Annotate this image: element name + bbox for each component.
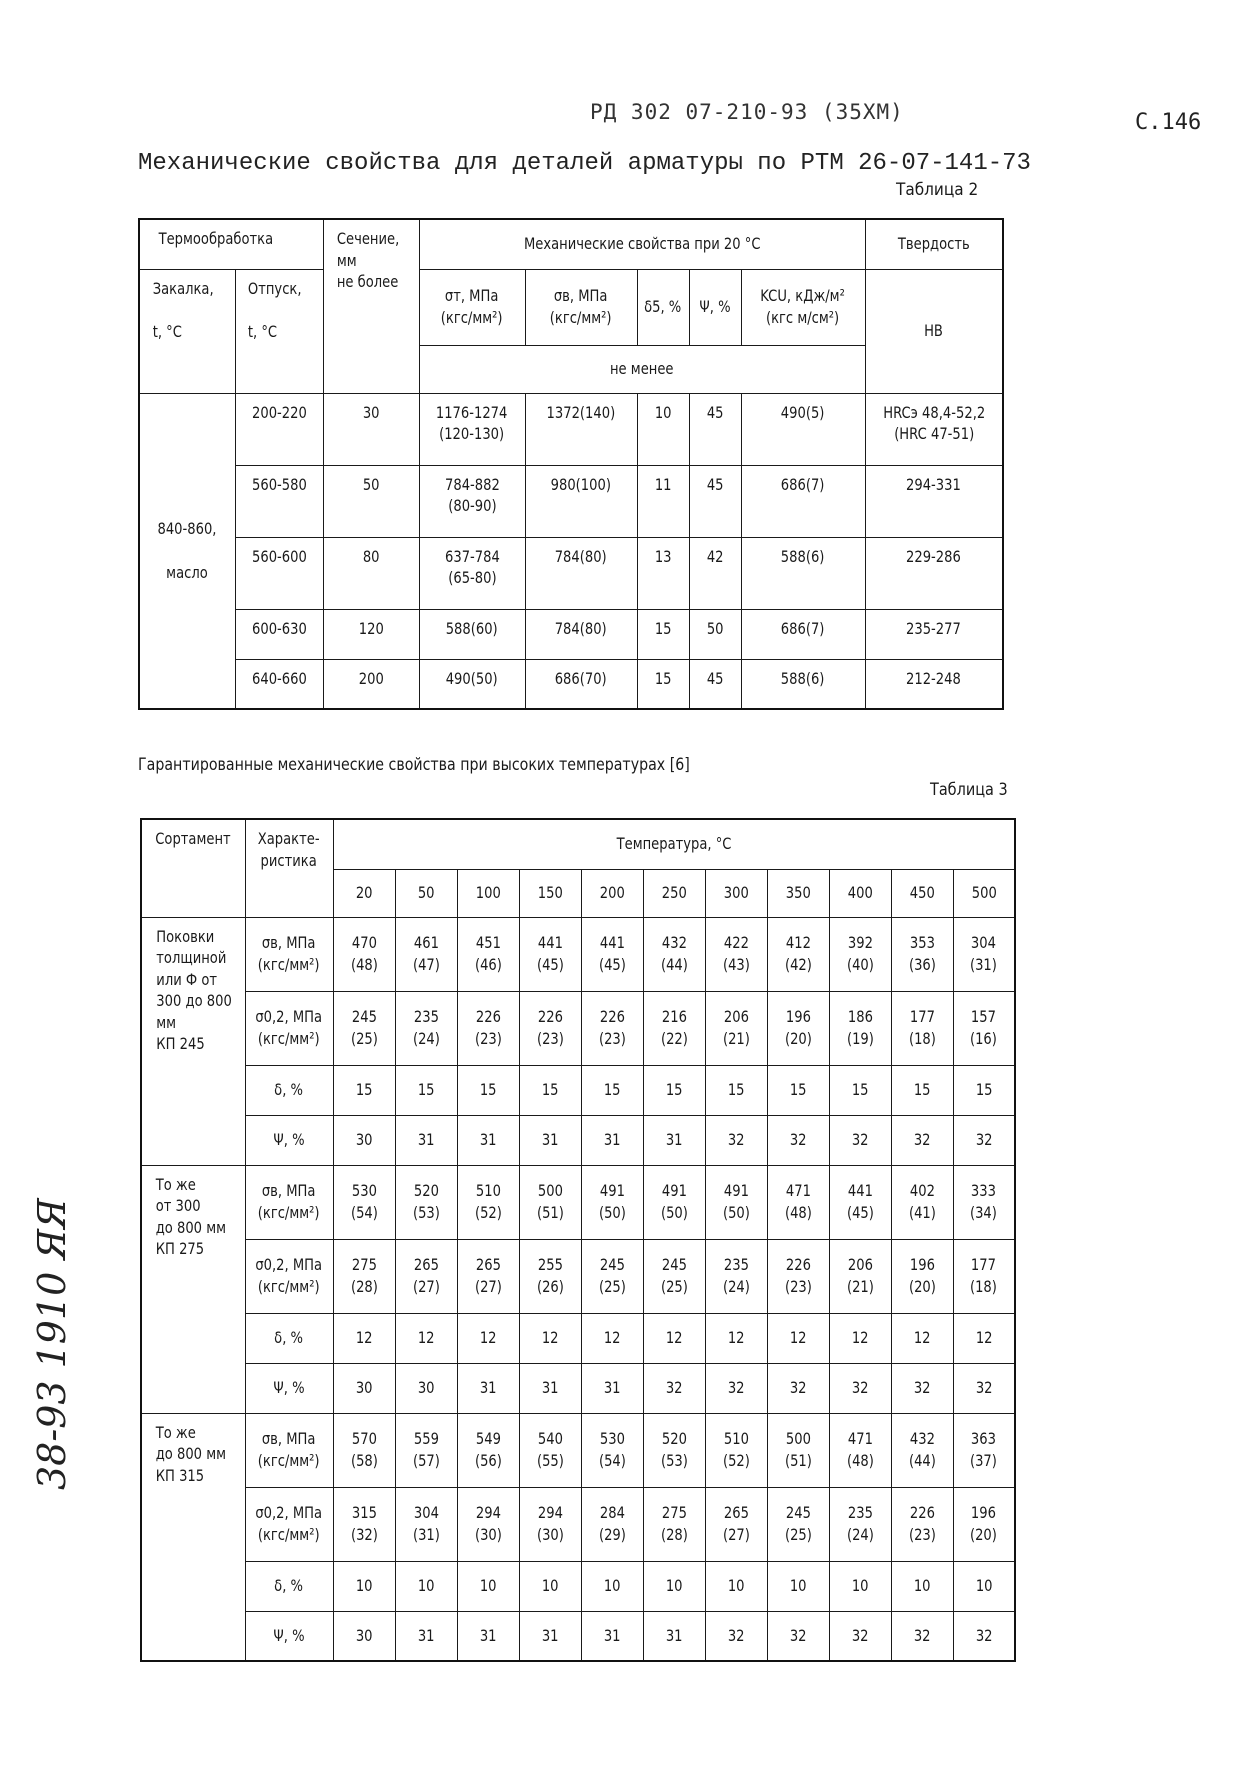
table3: [140, 818, 1016, 1662]
table3-value-cell: 304 (31): [395, 1487, 457, 1561]
table3-value-cell: 549 (56): [457, 1413, 519, 1487]
table3-value-cell: 31: [581, 1611, 643, 1661]
table2-cell-temper: 640-660: [235, 659, 323, 709]
table3-value-cell: 157 (16): [953, 991, 1015, 1065]
document-code: РД 302 07-210-93 (35ХМ): [590, 100, 904, 124]
table3-value-cell: 315 (32): [333, 1487, 395, 1561]
table3-value-cell: 245 (25): [581, 1239, 643, 1313]
table3-value-cell: 32: [705, 1115, 767, 1165]
table3-value-cell: 31: [643, 1611, 705, 1661]
table3-value-cell: 216 (22): [643, 991, 705, 1065]
table3-value-cell: 10: [519, 1561, 581, 1611]
table2-cell-temper: 560-580: [235, 465, 323, 537]
table3-value-cell: 441 (45): [581, 917, 643, 991]
table-row: [141, 917, 1015, 991]
table3-characteristic: Ψ, %: [245, 1115, 333, 1165]
table3-value-cell: 10: [829, 1561, 891, 1611]
table2-header-sig-v: σв, МПа (кгс/мм²): [525, 269, 637, 345]
table3-temp-150: 150: [519, 869, 581, 917]
table2-header-kcu: KCU, кДж/м² (кгс м/см²): [741, 269, 865, 345]
table3-value-cell: 520 (53): [395, 1165, 457, 1239]
table2-cell-psi: 45: [689, 659, 741, 709]
table3-characteristic: σв, МПа (кгс/мм²): [245, 1413, 333, 1487]
table3-value-cell: 15: [829, 1065, 891, 1115]
table3-temp-350: 350: [767, 869, 829, 917]
table3-value-cell: 15: [643, 1065, 705, 1115]
table3-value-cell: 12: [829, 1313, 891, 1363]
table2-cell-section: 50: [323, 465, 419, 537]
table3-sortament: То же от 300 до 800 мм КП 275: [141, 1165, 245, 1413]
table2-cell-kcu: 686(7): [741, 465, 865, 537]
table3-value-cell: 10: [953, 1561, 1015, 1611]
table3-value-cell: 530 (54): [333, 1165, 395, 1239]
table3-value-cell: 32: [953, 1363, 1015, 1413]
table3-value-cell: 32: [705, 1363, 767, 1413]
table2-header-delta: δ5, %: [637, 269, 689, 345]
table3-value-cell: 422 (43): [705, 917, 767, 991]
table3-value-cell: 177 (18): [953, 1239, 1015, 1313]
table3-value-cell: 31: [519, 1115, 581, 1165]
table3-sortament: Поковки толщиной или Ф от 300 до 800 мм КП 245: [141, 917, 245, 1165]
table3-value-cell: 32: [891, 1363, 953, 1413]
table2-cell-delta: 15: [637, 659, 689, 709]
page-number: С.146: [1135, 110, 1202, 135]
table3-value-cell: 206 (21): [705, 991, 767, 1065]
table2-cell-sig-t: 637-784 (65-80): [419, 537, 525, 609]
table3-value-cell: 294 (30): [519, 1487, 581, 1561]
table2-cell-psi: 45: [689, 465, 741, 537]
table3-value-cell: 275 (28): [643, 1487, 705, 1561]
table3-value-cell: 333 (34): [953, 1165, 1015, 1239]
table3-temp-200: 200: [581, 869, 643, 917]
table3-value-cell: 265 (27): [395, 1239, 457, 1313]
table3-value-cell: 30: [395, 1363, 457, 1413]
table3-value-cell: 570 (58): [333, 1413, 395, 1487]
table3-value-cell: 226 (23): [891, 1487, 953, 1561]
table3-value-cell: 471 (48): [829, 1413, 891, 1487]
table2-cell-section: 120: [323, 609, 419, 659]
table2-header-temper: Отпуск, t, °С: [235, 269, 323, 393]
table3-value-cell: 226 (23): [457, 991, 519, 1065]
table3-value-cell: 30: [333, 1611, 395, 1661]
table3-value-cell: 30: [333, 1115, 395, 1165]
table3-value-cell: 510 (52): [457, 1165, 519, 1239]
table3-value-cell: 32: [953, 1611, 1015, 1661]
table2-cell-hardness: 212-248: [865, 659, 1003, 709]
table3-value-cell: 10: [643, 1561, 705, 1611]
table2-cell-hardness: 235-277: [865, 609, 1003, 659]
table3-value-cell: 10: [457, 1561, 519, 1611]
table3-value-cell: 284 (29): [581, 1487, 643, 1561]
table3-value-cell: 491 (50): [643, 1165, 705, 1239]
table3-value-cell: 510 (52): [705, 1413, 767, 1487]
table-row: [141, 1065, 1015, 1115]
table-row: [139, 393, 1003, 465]
table-row: [141, 1561, 1015, 1611]
table-row: [141, 1487, 1015, 1561]
table3-value-cell: 363 (37): [953, 1413, 1015, 1487]
table3-characteristic: σв, МПа (кгс/мм²): [245, 917, 333, 991]
table3-temp-250: 250: [643, 869, 705, 917]
table2-cell-sig-v: 1372(140): [525, 393, 637, 465]
table-row: [141, 1413, 1015, 1487]
table3-characteristic: σв, МПа (кгс/мм²): [245, 1165, 333, 1239]
table3-value-cell: 226 (23): [581, 991, 643, 1065]
table3-label: Таблица 3: [930, 780, 1008, 800]
table3-value-cell: 12: [581, 1313, 643, 1363]
table3-value-cell: 12: [767, 1313, 829, 1363]
table3-value-cell: 12: [333, 1313, 395, 1363]
table3-temp-400: 400: [829, 869, 891, 917]
table2-cell-sig-t: 1176-1274 (120-130): [419, 393, 525, 465]
table2-cell-psi: 45: [689, 393, 741, 465]
table2-cell-hardness: 294-331: [865, 465, 1003, 537]
table2-header-section: Сечение, мм не более: [323, 219, 419, 393]
table3-value-cell: 226 (23): [519, 991, 581, 1065]
table3-value-cell: 402 (41): [891, 1165, 953, 1239]
table2-header-quench: Закалка, t, °С: [139, 269, 235, 393]
table3-value-cell: 32: [767, 1611, 829, 1661]
table3-value-cell: 10: [581, 1561, 643, 1611]
table2-cell-temper: 560-600: [235, 537, 323, 609]
table3-value-cell: 31: [395, 1611, 457, 1661]
table2-quench-value: 840-860, масло: [139, 393, 235, 709]
table3-value-cell: 15: [395, 1065, 457, 1115]
table3-characteristic: δ, %: [245, 1313, 333, 1363]
table3-value-cell: 500 (51): [519, 1165, 581, 1239]
table-row: [141, 991, 1015, 1065]
table3-value-cell: 461 (47): [395, 917, 457, 991]
table3-value-cell: 31: [643, 1115, 705, 1165]
table3-value-cell: 12: [705, 1313, 767, 1363]
table2-cell-hardness: 229-286: [865, 537, 1003, 609]
table3-value-cell: 245 (25): [643, 1239, 705, 1313]
table3-characteristic: Ψ, %: [245, 1363, 333, 1413]
table3-value-cell: 32: [953, 1115, 1015, 1165]
table3-value-cell: 12: [643, 1313, 705, 1363]
table3-value-cell: 206 (21): [829, 1239, 891, 1313]
table3-value-cell: 12: [891, 1313, 953, 1363]
table2-header-mech: Механические свойства при 20 °С: [419, 219, 865, 269]
table3-heading: Гарантированные механические свойства при высоких температурах [6]: [138, 755, 690, 774]
table2-cell-sig-t: 784-882 (80-90): [419, 465, 525, 537]
table3-value-cell: 12: [953, 1313, 1015, 1363]
table3-value-cell: 15: [705, 1065, 767, 1115]
table2-cell-hardness: HRCэ 48,4-52,2 (HRC 47-51): [865, 393, 1003, 465]
table3-value-cell: 392 (40): [829, 917, 891, 991]
table3-value-cell: 31: [457, 1611, 519, 1661]
table2-cell-sig-v: 686(70): [525, 659, 637, 709]
table3-value-cell: 432 (44): [643, 917, 705, 991]
table3-value-cell: 186 (19): [829, 991, 891, 1065]
table3-value-cell: 196 (20): [891, 1239, 953, 1313]
table-row: [141, 1313, 1015, 1363]
table3-value-cell: 432 (44): [891, 1413, 953, 1487]
table3-value-cell: 15: [519, 1065, 581, 1115]
table3-value-cell: 31: [519, 1363, 581, 1413]
table3-value-cell: 255 (26): [519, 1239, 581, 1313]
table3-value-cell: 471 (48): [767, 1165, 829, 1239]
table2-cell-psi: 42: [689, 537, 741, 609]
table2-header-min: не менее: [419, 345, 865, 393]
table3-value-cell: 245 (25): [767, 1487, 829, 1561]
table3-value-cell: 265 (27): [705, 1487, 767, 1561]
table3-value-cell: 177 (18): [891, 991, 953, 1065]
table3-value-cell: 31: [457, 1115, 519, 1165]
table3-value-cell: 470 (48): [333, 917, 395, 991]
table2-cell-sig-v: 980(100): [525, 465, 637, 537]
table3-value-cell: 30: [333, 1363, 395, 1413]
table3-temp-20: 20: [333, 869, 395, 917]
table2-cell-section: 80: [323, 537, 419, 609]
table3-value-cell: 32: [829, 1611, 891, 1661]
table3-value-cell: 15: [767, 1065, 829, 1115]
table3-value-cell: 32: [891, 1115, 953, 1165]
table3-value-cell: 441 (45): [829, 1165, 891, 1239]
table2-cell-kcu: 588(6): [741, 659, 865, 709]
table3-value-cell: 32: [705, 1611, 767, 1661]
table3-value-cell: 31: [581, 1115, 643, 1165]
table3-temp-300: 300: [705, 869, 767, 917]
table2-cell-temper: 600-630: [235, 609, 323, 659]
table2-cell-kcu: 588(6): [741, 537, 865, 609]
table3-temp-100: 100: [457, 869, 519, 917]
table3-value-cell: 31: [581, 1363, 643, 1413]
table3-characteristic: σ0,2, МПа (кгс/мм²): [245, 991, 333, 1065]
table3-value-cell: 15: [333, 1065, 395, 1115]
table3-value-cell: 275 (28): [333, 1239, 395, 1313]
table3-characteristic: σ0,2, МПа (кгс/мм²): [245, 1487, 333, 1561]
table2-heading: Механические свойства для деталей арматуры по РТМ 26-07-141-73: [138, 150, 1031, 177]
table3-header-char: Характе- ристика: [245, 819, 333, 917]
table3-value-cell: 10: [705, 1561, 767, 1611]
table3-value-cell: 245 (25): [333, 991, 395, 1065]
table3-value-cell: 15: [891, 1065, 953, 1115]
table3-value-cell: 12: [395, 1313, 457, 1363]
table2-cell-delta: 15: [637, 609, 689, 659]
table3-value-cell: 235 (24): [395, 991, 457, 1065]
table2-header-hardness: Твердость: [865, 219, 1003, 269]
table3-value-cell: 32: [829, 1115, 891, 1165]
table2-header-hb: НВ: [865, 269, 1003, 393]
table2-cell-sig-v: 784(80): [525, 609, 637, 659]
table3-value-cell: 265 (27): [457, 1239, 519, 1313]
table3-value-cell: 540 (55): [519, 1413, 581, 1487]
table3-header-temp: Температура, °С: [333, 819, 1015, 869]
table2-cell-kcu: 490(5): [741, 393, 865, 465]
table3-value-cell: 32: [891, 1611, 953, 1661]
table2-header-psi: Ψ, %: [689, 269, 741, 345]
table3-value-cell: 15: [581, 1065, 643, 1115]
table3-value-cell: 32: [767, 1363, 829, 1413]
table3-value-cell: 32: [829, 1363, 891, 1413]
table3-value-cell: 412 (42): [767, 917, 829, 991]
table2-cell-sig-v: 784(80): [525, 537, 637, 609]
table3-value-cell: 491 (50): [581, 1165, 643, 1239]
table3-value-cell: 15: [457, 1065, 519, 1115]
table2-cell-sig-t: 588(60): [419, 609, 525, 659]
table3-value-cell: 196 (20): [767, 991, 829, 1065]
table3-value-cell: 304 (31): [953, 917, 1015, 991]
table3-value-cell: 12: [519, 1313, 581, 1363]
table2-cell-kcu: 686(7): [741, 609, 865, 659]
table3-value-cell: 441 (45): [519, 917, 581, 991]
table2-cell-delta: 11: [637, 465, 689, 537]
table3-value-cell: 559 (57): [395, 1413, 457, 1487]
table3-value-cell: 32: [643, 1363, 705, 1413]
table3-value-cell: 32: [767, 1115, 829, 1165]
table-row: [141, 1165, 1015, 1239]
table2-label: Таблица 2: [896, 180, 979, 200]
table-row: [139, 537, 1003, 609]
table-row: [141, 1611, 1015, 1661]
table2-cell-psi: 50: [689, 609, 741, 659]
table2-cell-sig-t: 490(50): [419, 659, 525, 709]
table3-value-cell: 10: [333, 1561, 395, 1611]
table3-value-cell: 196 (20): [953, 1487, 1015, 1561]
table3-characteristic: δ, %: [245, 1561, 333, 1611]
table2-cell-section: 200: [323, 659, 419, 709]
table-row: [139, 465, 1003, 537]
table2-cell-temper: 200-220: [235, 393, 323, 465]
table3-value-cell: 226 (23): [767, 1239, 829, 1313]
table2-header-sig-t: σт, МПа (кгс/мм²): [419, 269, 525, 345]
table3-value-cell: 353 (36): [891, 917, 953, 991]
table2: [138, 218, 1004, 710]
table-row: [139, 609, 1003, 659]
table3-value-cell: 31: [395, 1115, 457, 1165]
table3-value-cell: 12: [457, 1313, 519, 1363]
table3-temp-450: 450: [891, 869, 953, 917]
table3-value-cell: 520 (53): [643, 1413, 705, 1487]
table3-value-cell: 530 (54): [581, 1413, 643, 1487]
table-row: [139, 659, 1003, 709]
table3-value-cell: 15: [953, 1065, 1015, 1115]
table3-characteristic: σ0,2, МПа (кгс/мм²): [245, 1239, 333, 1313]
table3-value-cell: 31: [519, 1611, 581, 1661]
table3-sortament: То же до 800 мм КП 315: [141, 1413, 245, 1661]
table2-header-thermo: Термообработка: [139, 219, 323, 269]
table2-cell-delta: 13: [637, 537, 689, 609]
table3-value-cell: 451 (46): [457, 917, 519, 991]
table3-temp-500: 500: [953, 869, 1015, 917]
table3-header-sortament: Сортамент: [141, 819, 245, 917]
table3-value-cell: 235 (24): [829, 1487, 891, 1561]
table-row: [141, 1239, 1015, 1313]
table3-value-cell: 10: [767, 1561, 829, 1611]
table3-value-cell: 294 (30): [457, 1487, 519, 1561]
table3-value-cell: 500 (51): [767, 1413, 829, 1487]
table3-characteristic: δ, %: [245, 1065, 333, 1115]
handwritten-margin-note: 38-93 1910 ЯЯ: [30, 1198, 74, 1490]
table3-value-cell: 235 (24): [705, 1239, 767, 1313]
table2-cell-section: 30: [323, 393, 419, 465]
table3-value-cell: 10: [395, 1561, 457, 1611]
table3-value-cell: 491 (50): [705, 1165, 767, 1239]
table2-cell-delta: 10: [637, 393, 689, 465]
table3-characteristic: Ψ, %: [245, 1611, 333, 1661]
table-row: [141, 1363, 1015, 1413]
table3-value-cell: 31: [457, 1363, 519, 1413]
table3-temp-50: 50: [395, 869, 457, 917]
table-row: [141, 1115, 1015, 1165]
table3-value-cell: 10: [891, 1561, 953, 1611]
